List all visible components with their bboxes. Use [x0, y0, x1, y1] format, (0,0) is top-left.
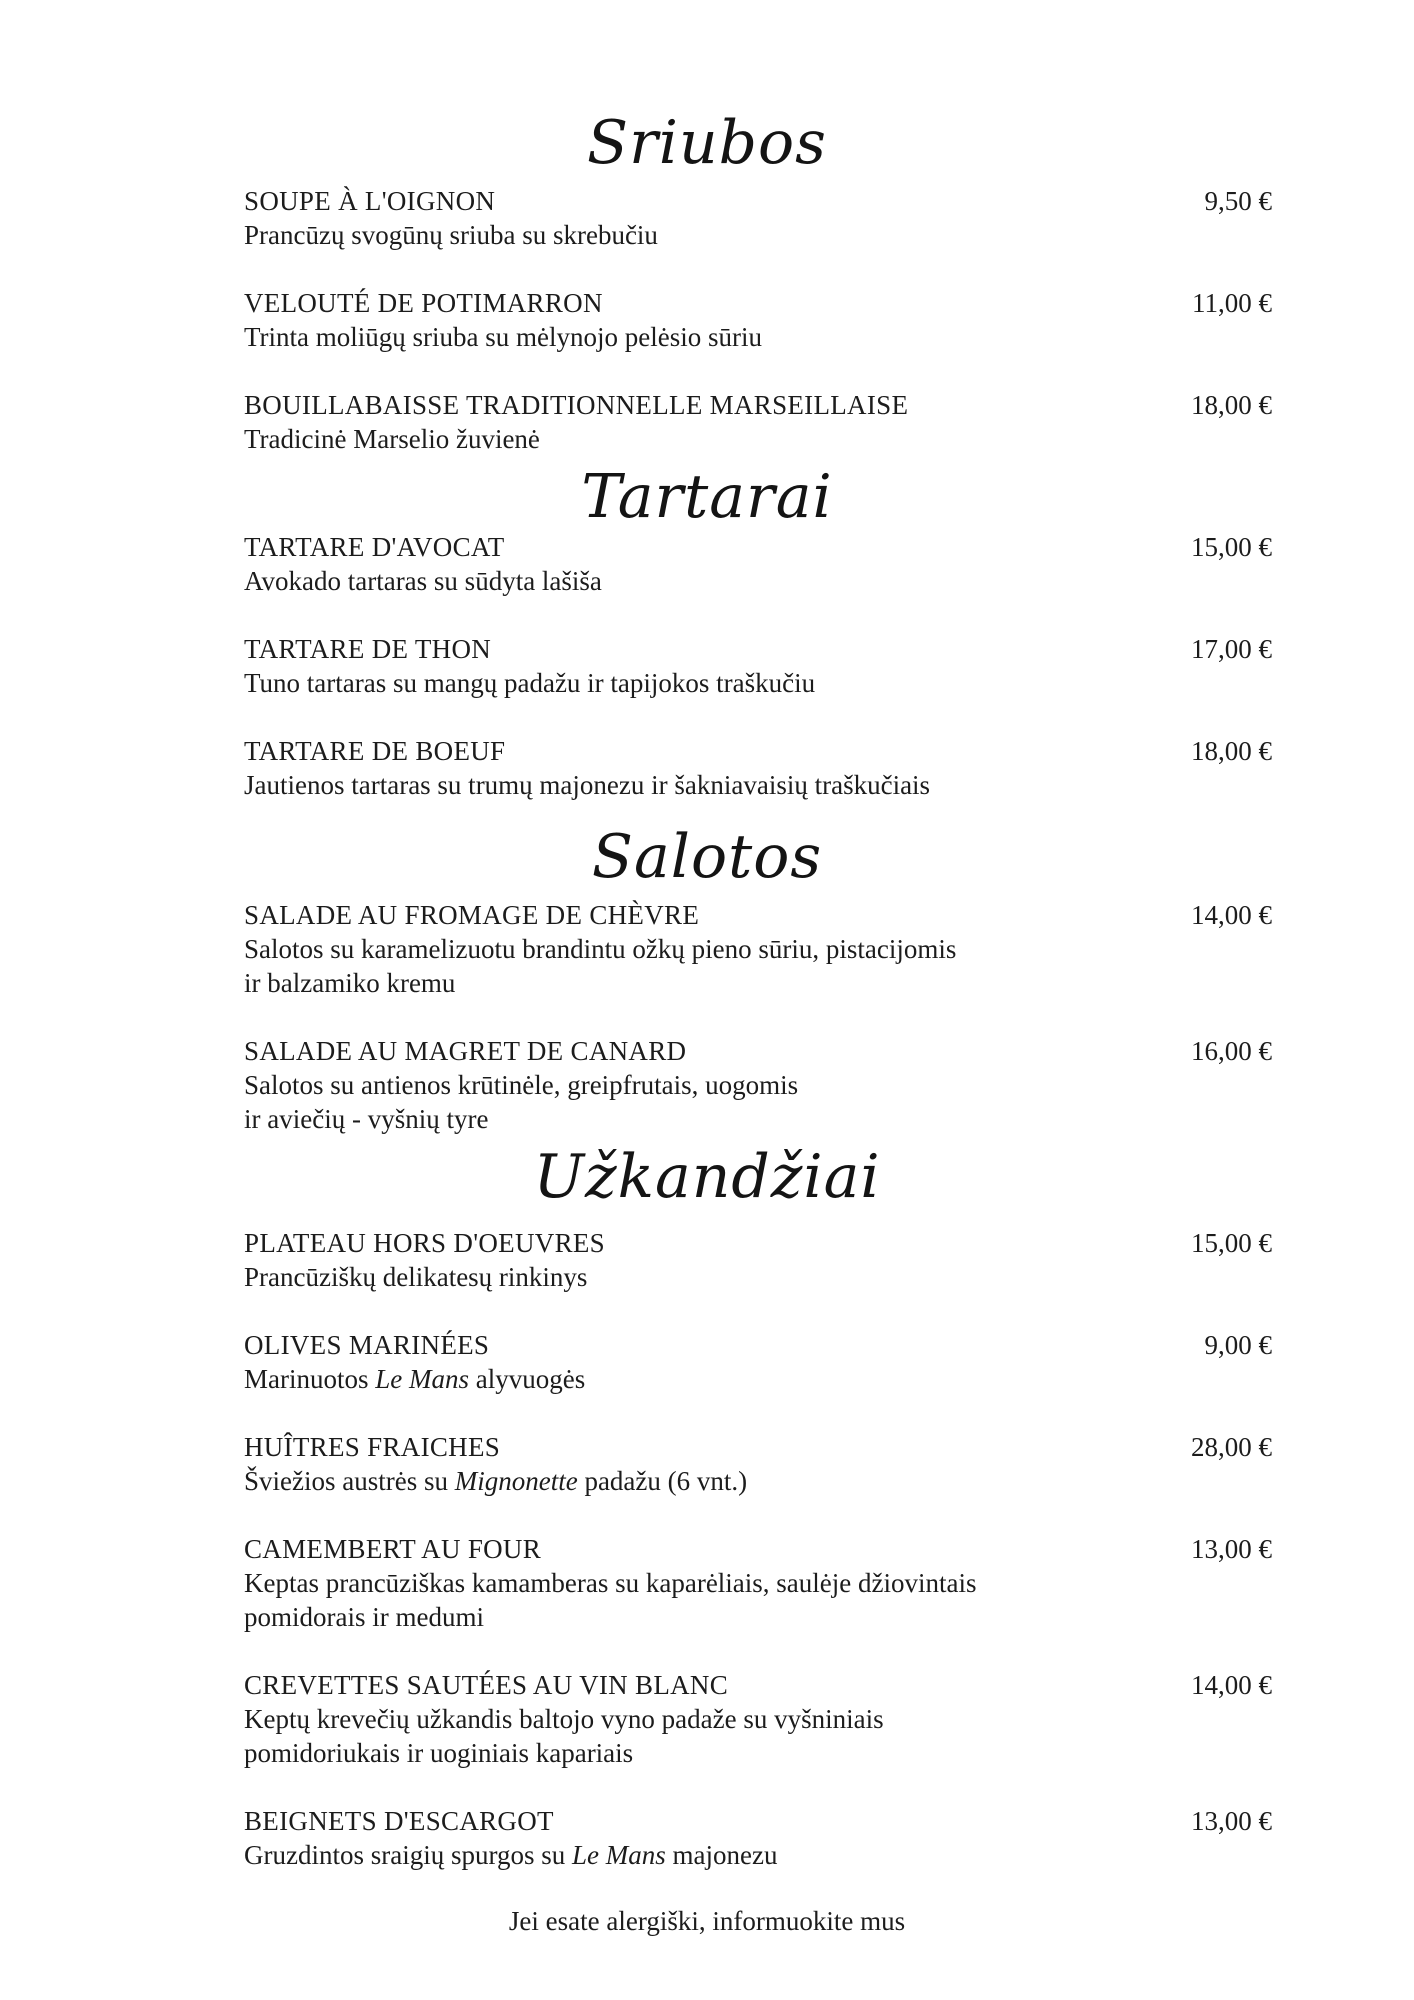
item-name: BOUILLABAISSE TRADITIONNELLE MARSEILLAISE: [244, 390, 909, 420]
menu-item: [244, 898, 1272, 1000]
item-price: 28,00 €: [1191, 1432, 1272, 1462]
item-price: 18,00 €: [1191, 736, 1272, 766]
item-price: 11,00 €: [1192, 288, 1272, 318]
item-price: 14,00 €: [1191, 1670, 1272, 1700]
allergy-notice: Jei esate alergiški, informuokite mus: [508, 1906, 906, 1936]
item-name: CAMEMBERT AU FOUR: [244, 1534, 542, 1564]
item-description: [244, 1464, 1124, 1498]
menu-item: [244, 1328, 1272, 1396]
desc-part-italic: Mignonette: [454, 1466, 578, 1496]
item-description: Keptų krevečių užkandis baltojo vyno padaže su vyšniniais: [244, 1704, 884, 1734]
item-description: Salotos su antienos krūtinėle, greipfrutais, uogomis: [244, 1070, 799, 1100]
item-name: HUÎTRES FRAICHES: [244, 1432, 501, 1462]
menu-item: [244, 734, 1272, 802]
desc-part: Gruzdintos sraigių spurgos su: [244, 1840, 572, 1870]
item-name: TARTARE DE THON: [244, 634, 492, 664]
item-description: [244, 1362, 1124, 1396]
item-name: SOUPE À L'OIGNON: [244, 186, 496, 216]
item-description: ir aviečių - vyšnių tyre: [244, 1104, 489, 1134]
desc-part-italic: Le Mans: [375, 1364, 469, 1394]
menu-item: [244, 1532, 1272, 1634]
item-description: Prancūzų svogūnų sriuba su skrebučiu: [244, 220, 658, 250]
item-name: TARTARE D'AVOCAT: [244, 532, 505, 562]
item-name: CREVETTES SAUTÉES AU VIN BLANC: [244, 1670, 729, 1700]
item-price: 9,50 €: [1204, 186, 1272, 216]
item-name: SALADE AU MAGRET DE CANARD: [244, 1036, 687, 1066]
menu-item: [244, 1668, 1272, 1770]
menu-item: [244, 1034, 1272, 1136]
item-name: BEIGNETS D'ESCARGOT: [244, 1806, 554, 1836]
item-description: ir balzamiko kremu: [244, 968, 456, 998]
menu-item: [244, 1430, 1272, 1498]
item-price: 13,00 €: [1191, 1806, 1272, 1836]
item-description: Avokado tartaras su sūdyta lašiša: [244, 566, 602, 596]
item-description: pomidoriukais ir uoginiais kapariais: [244, 1738, 634, 1768]
item-name: TARTARE DE BOEUF: [244, 736, 506, 766]
item-name: SALADE AU FROMAGE DE CHÈVRE: [244, 900, 700, 930]
item-price: 16,00 €: [1191, 1036, 1272, 1066]
item-price: 18,00 €: [1191, 390, 1272, 420]
section-title-tartares: Tartarai: [581, 462, 833, 532]
item-description: Jautienos tartaras su trumų majonezu ir šakniavaisių traškučiais: [244, 770, 931, 800]
desc-part: majonezu: [665, 1840, 778, 1870]
menu-item: [244, 530, 1272, 598]
item-description: Tuno tartaras su mangų padažu ir tapijokos traškučiu: [244, 668, 816, 698]
section-title-appetizers: Užkandžiai: [533, 1142, 881, 1212]
desc-part: alyvuogės: [469, 1364, 586, 1394]
item-description: Prancūziškų delikatesų rinkinys: [244, 1262, 588, 1292]
item-price: 13,00 €: [1191, 1534, 1272, 1564]
item-price: 15,00 €: [1191, 532, 1272, 562]
item-price: 14,00 €: [1191, 900, 1272, 930]
menu-item: [244, 286, 1272, 354]
item-description: pomidorais ir medumi: [244, 1602, 484, 1632]
item-description: Tradicinė Marselio žuvienė: [244, 424, 540, 454]
item-name: PLATEAU HORS D'OEUVRES: [244, 1228, 605, 1258]
item-description: Trinta moliūgų sriuba su mėlynojo pelėsio sūriu: [244, 322, 762, 352]
section-title-salads: Salotos: [591, 822, 823, 892]
menu-item: [244, 632, 1272, 700]
item-price: 15,00 €: [1191, 1228, 1272, 1258]
item-description: Salotos su karamelizuotu brandintu ožkų pieno sūriu, pistacijomis: [244, 934, 957, 964]
menu-item: [244, 1226, 1272, 1294]
menu-item: [244, 388, 1272, 456]
desc-part: padažu (6 vnt.): [577, 1466, 748, 1496]
item-name: OLIVES MARINÉES: [244, 1330, 490, 1360]
item-name: VELOUTÉ DE POTIMARRON: [244, 288, 603, 318]
desc-part: Marinuotos: [244, 1364, 376, 1394]
section-title-soups: Sriubos: [587, 108, 827, 178]
desc-part-italic: Le Mans: [572, 1840, 666, 1870]
item-price: 17,00 €: [1191, 634, 1272, 664]
menu-item: [244, 1804, 1272, 1872]
item-description: [244, 1838, 1124, 1872]
item-price: 9,00 €: [1204, 1330, 1272, 1360]
desc-part: Šviežios austrės su: [244, 1466, 455, 1496]
item-description: Keptas prancūziškas kamamberas su kaparėliais, saulėje džiovintais: [244, 1568, 977, 1598]
menu-item: [244, 184, 1272, 252]
